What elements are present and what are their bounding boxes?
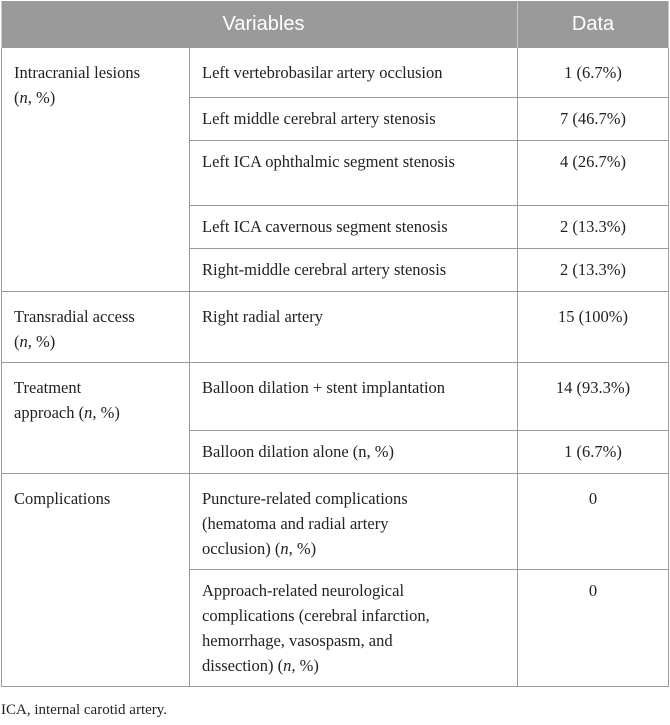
variables-table [1, 1, 669, 687]
row-item: Puncture-related complications (hematoma and radial artery occlusion) (n, %) [190, 474, 518, 570]
group-label-sub: (n, %) [14, 332, 56, 351]
table-row [2, 48, 669, 98]
row-value: 1 (6.7%) [518, 48, 669, 98]
group-label-sub: (n, %) [14, 88, 56, 107]
header-data: Data [518, 1, 669, 48]
row-value: 2 (13.3%) [518, 206, 669, 249]
row-value: 14 (93.3%) [518, 363, 669, 431]
row-item: Left vertebrobasilar artery occlusion [190, 48, 518, 98]
row-item: Right radial artery [190, 292, 518, 363]
group-label-treatment: Treatment approach (n, %) [2, 363, 190, 474]
group-label-text: Transradial access [14, 307, 135, 326]
row-item: Left ICA ophthalmic segment stenosis [190, 141, 518, 206]
table-row [2, 363, 669, 431]
row-item: Balloon dilation + stent implantation [190, 363, 518, 431]
row-value: 0 [518, 570, 669, 687]
group-label-transradial [2, 292, 190, 363]
row-value: 15 (100%) [518, 292, 669, 363]
row-value: 7 (46.7%) [518, 98, 669, 141]
data-table-container [1, 1, 668, 687]
row-value: 4 (26.7%) [518, 141, 669, 206]
row-item: Approach-related neurological complications (cerebral infarction, hemorrhage, vasospasm, and dissection) (n, %) [190, 570, 518, 687]
group-label-text: Intracranial lesions [14, 63, 140, 82]
row-item: Left middle cerebral artery stenosis [190, 98, 518, 141]
group-label-intracranial [2, 48, 190, 292]
row-item: Right-middle cerebral artery stenosis [190, 249, 518, 292]
row-item: Balloon dilation alone (n, %) [190, 431, 518, 474]
row-value: 2 (13.3%) [518, 249, 669, 292]
row-item: Left ICA cavernous segment stenosis [190, 206, 518, 249]
table-row [2, 474, 669, 570]
group-label-complications: Complications [2, 474, 190, 687]
row-value: 0 [518, 474, 669, 570]
header-row [2, 1, 669, 48]
row-value: 1 (6.7%) [518, 431, 669, 474]
header-variables: Variables [2, 1, 518, 48]
table-footnote: ICA, internal carotid artery. [1, 702, 168, 718]
table-row [2, 292, 669, 363]
